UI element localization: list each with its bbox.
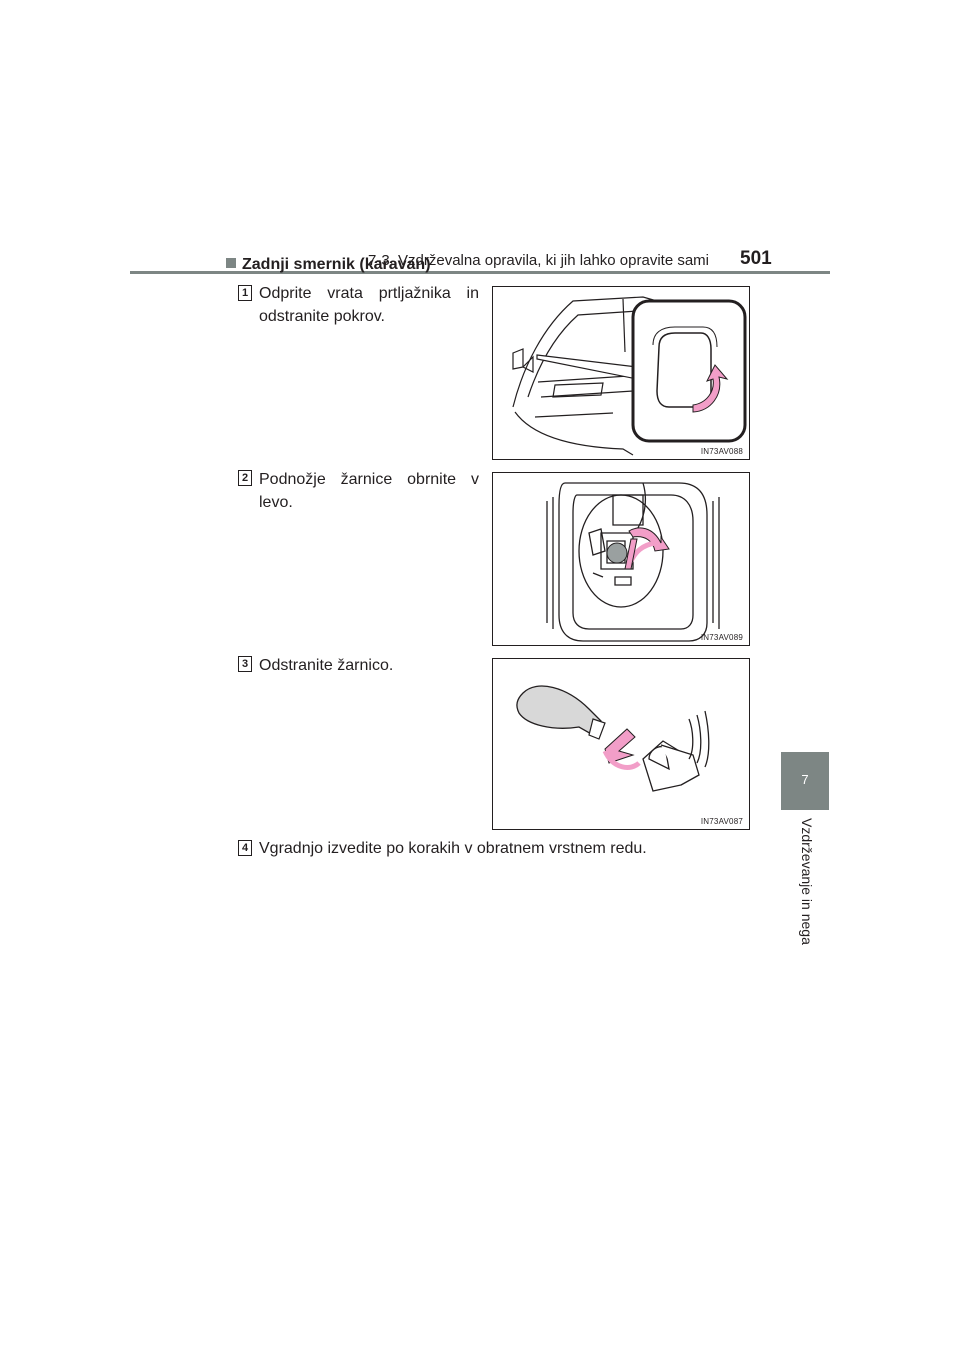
bulb-removal-illustration [493, 659, 749, 829]
figure-code-1: IN73AV088 [700, 447, 743, 456]
figure-remove-bulb [492, 658, 750, 830]
figure-code-3: IN73AV087 [700, 817, 743, 826]
section-heading [226, 256, 431, 274]
step-number-1: 1 [238, 285, 252, 301]
step-text-2: Podnožje žarnice obrnite v levo. [259, 471, 479, 511]
chapter-tab[interactable] [781, 752, 829, 810]
square-bullet-icon [226, 258, 236, 268]
step-number-4: 4 [238, 840, 252, 856]
step-text-1: Odprite vrata prtljažnika in odstranite pokrov. [259, 285, 479, 325]
figure-turn-bulb-base [492, 472, 750, 646]
step-text-3: Odstranite žarnico. [259, 657, 394, 674]
chapter-title: Vzdrževanje in nega [799, 818, 815, 945]
header-section-title: 7-3. Vzdrževalna opravila, ki jih lahko opravite sami [368, 252, 709, 269]
step-number-3: 3 [238, 656, 252, 672]
figure-code-2: IN73AV089 [700, 633, 743, 642]
chapter-number: 7 [801, 772, 809, 787]
step-text-4: Vgradnjo izvedite po korakih v obratnem vrstnem redu. [259, 840, 647, 857]
step-number-2: 2 [238, 470, 252, 486]
section-heading-text: Zadnji smernik (karavan) [242, 256, 431, 273]
figure-open-tailgate [492, 286, 750, 460]
tailgate-illustration [493, 287, 749, 459]
page-number: 501 [740, 248, 772, 269]
bulb-socket-illustration [493, 473, 749, 645]
